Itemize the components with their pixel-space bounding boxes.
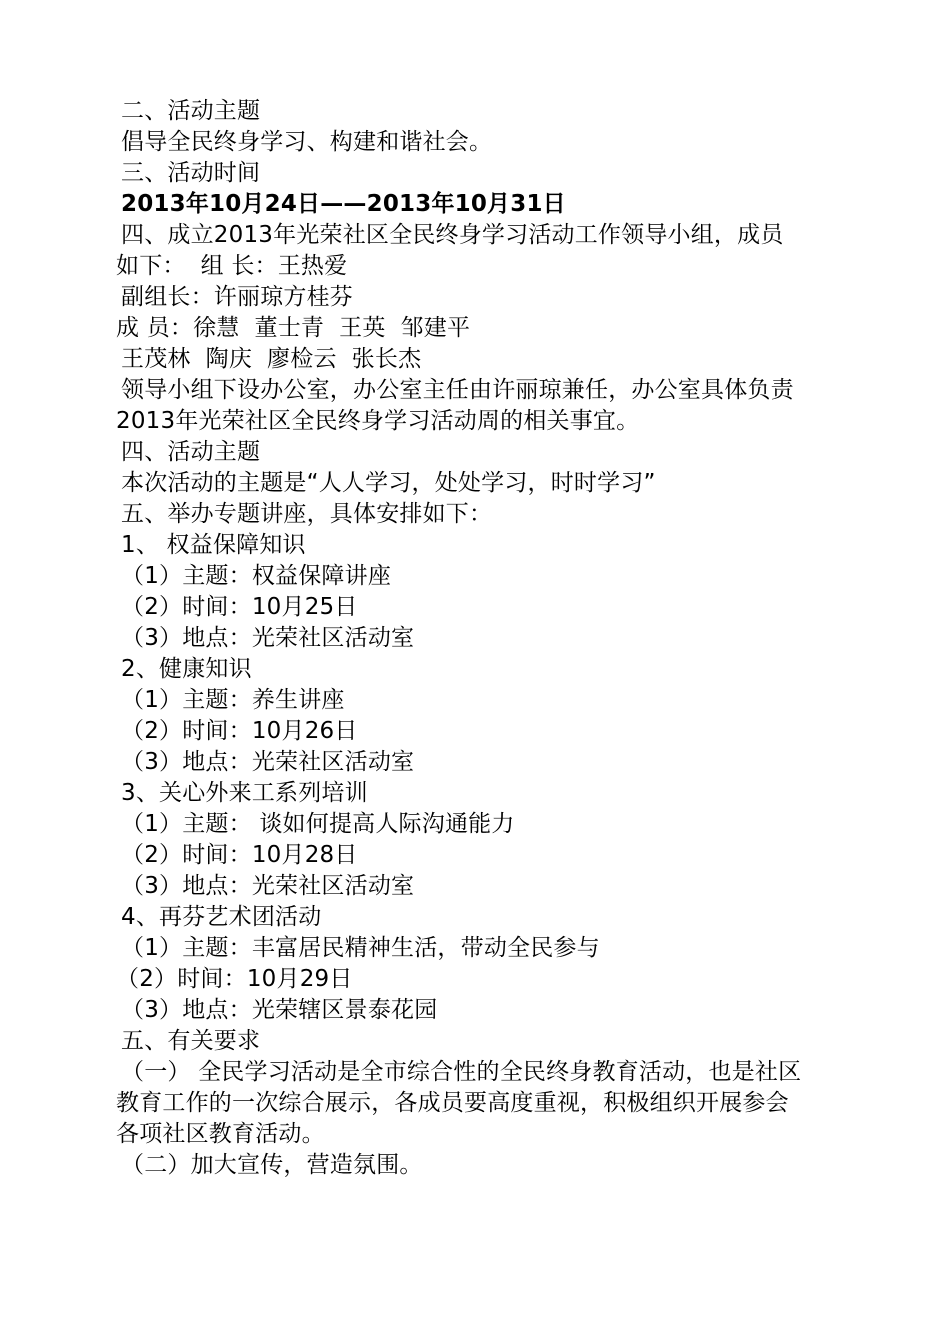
- list-item: （3）地点：光荣社区活动室: [121, 873, 415, 899]
- paragraph-line: 如下： 组 长：王热爱: [116, 253, 348, 279]
- paragraph-line: 教育工作的一次综合展示，各成员要高度重视，积极组织开展参会: [116, 1090, 789, 1116]
- list-item: （2）时间：10月28日: [121, 842, 358, 868]
- list-item: （3）地点：光荣社区活动室: [121, 625, 415, 651]
- list-item: （1）主题：权益保障讲座: [121, 563, 392, 589]
- list-item: 3、关心外来工系列培训: [121, 780, 368, 806]
- section-heading: 二、活动主题: [121, 98, 261, 124]
- paragraph-line: 王茂林 陶庆 廖检云 张长杰: [121, 346, 422, 372]
- paragraph-line: （二）加大宣传，营造氛围。: [121, 1152, 423, 1178]
- list-item: 4、再芬艺术团活动: [121, 904, 322, 930]
- section-heading: 四、活动主题: [121, 439, 261, 465]
- list-item: （1）主题：丰富居民精神生活，带动全民参与: [121, 935, 600, 961]
- paragraph-line: （一） 全民学习活动是全市综合性的全民终身教育活动，也是社区: [121, 1059, 802, 1085]
- paragraph-line: 副组长：许丽琼方桂芬: [121, 284, 353, 310]
- section-heading: 四、成立2013年光荣社区全民终身学习活动工作领导小组，成员: [121, 222, 784, 248]
- paragraph-line: 领导小组下设办公室，办公室主任由许丽琼兼任，办公室具体负责: [121, 377, 794, 403]
- paragraph-line: 倡导全民终身学习、构建和谐社会。: [121, 129, 493, 155]
- list-item: （3）地点：光荣社区活动室: [121, 749, 415, 775]
- list-item: 1、 权益保障知识: [121, 532, 306, 558]
- list-item: （2）时间：10月25日: [121, 594, 358, 620]
- paragraph-line: 2013年10月24日——2013年10月31日: [121, 191, 566, 217]
- list-item: （3）地点：光荣辖区景泰花园: [121, 997, 438, 1023]
- paragraph-line: 成 员：徐慧 董士青 王英 邹建平: [116, 315, 471, 341]
- list-item: 2、健康知识: [121, 656, 252, 682]
- section-heading: 五、举办专题讲座，具体安排如下：: [121, 501, 493, 527]
- list-item: （2）时间：10月26日: [121, 718, 358, 744]
- section-heading: 五、有关要求: [121, 1028, 261, 1054]
- paragraph-line: 各项社区教育活动。: [116, 1121, 325, 1147]
- list-item: （1）主题：养生讲座: [121, 687, 345, 713]
- list-item: （1）主题： 谈如何提高人际沟通能力: [121, 811, 515, 837]
- list-item: （2）时间：10月29日: [116, 966, 353, 992]
- paragraph-line: 本次活动的主题是“人人学习，处处学习，时时学习”: [121, 470, 656, 496]
- paragraph-line: 2013年光荣社区全民终身学习活动周的相关事宜。: [116, 408, 640, 434]
- section-heading: 三、活动时间: [121, 160, 261, 186]
